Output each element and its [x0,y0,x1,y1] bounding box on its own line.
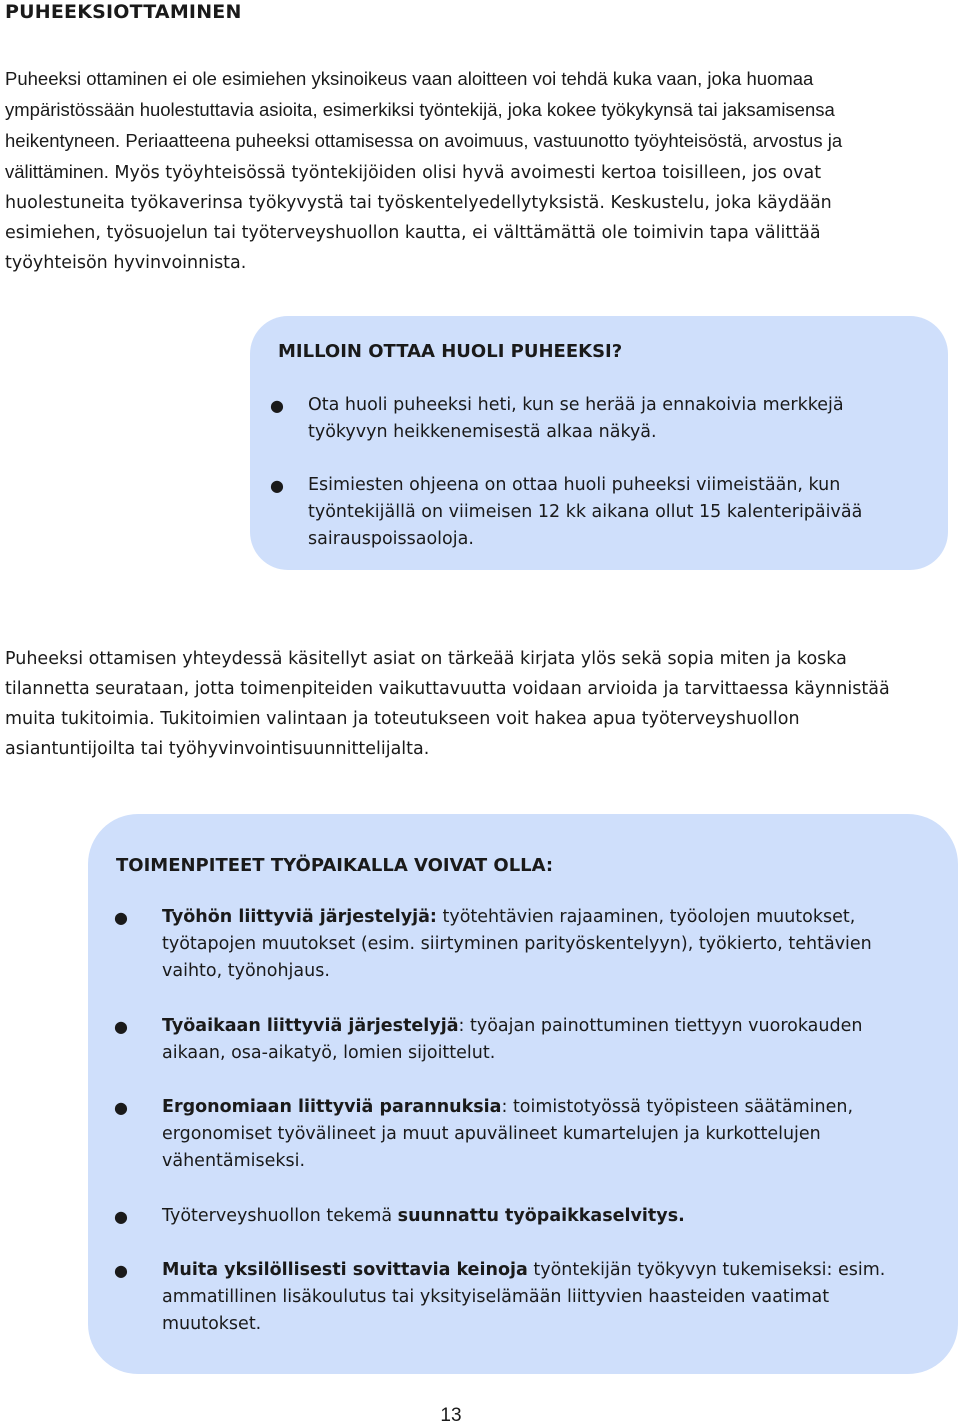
when-to-raise-concern-box [250,316,948,570]
box1-title: MILLOIN OTTAA HUOLI PUHEEKSI? [278,341,623,362]
box1-bullet-text: Esimiesten ohjeena on ottaa huoli puheeksi viimeistään, kun työntekijällä on viimeisen 12 kk aikana ollut 15 kalenteripäivää sairauspoissaoloja. [308,475,863,549]
measure-desc: työtehtävien rajaaminen, työolojen muutokset, työtapojen muutokset (esim. siirtyminen parityöskentelyyn), työkierto, tehtävien vaihto, työnohjaus. [162,907,872,981]
measure-desc: työntekijän työkyvyn tukemiseksi: esim. ammatillinen lisäkoulutus tai yksityiselämään liittyvien haasteiden vaatimat muutokset. [162,1260,886,1334]
bullet-dot-icon: ● [114,1017,128,1036]
intro-part-2: Myös työyhteisössä työntekijöiden olisi hyvä avoimesti kertoa toisilleen, jos ovat huolestuneita työkaverinsa työkyvystä tai työskentelyedellytyksistä. Keskustelu, joka käydään esimiehen, työsuojelun tai työterveyshuollon kautta, ei välttämättä ole toimivin tapa välittää työyhteisön hyvinvoinnista. [5,163,832,273]
measure-desc: : työajan painottuminen tiettyyn vuorokauden aikaan, osa-aikatyö, lomien sijoittelut. [162,1016,863,1063]
page-heading: PUHEEKSIOTTAMINEN [5,1,242,23]
measure-text [162,904,922,985]
measure-text [162,1257,922,1338]
intro-paragraph [5,64,905,278]
box1-bullet-text: Ota huoli puheeksi heti, kun se herää ja ennakoivia merkkejä työkyvyn heikkenemisestä alkaa näkyä. [308,395,844,442]
measure-bold: suunnattu työpaikkaselvitys. [397,1206,685,1226]
documentation-paragraph: Puheeksi ottamisen yhteydessä käsitellyt asiat on tärkeää kirjata ylös sekä sopia miten ja koska tilannetta seurataan, jotta toimenpiteiden vaikuttavuutta voidaan arvioida ja tarvittaessa käynnistää muita tukitoimia. Tukitoimien valintaan ja toteutukseen voit hakea apua työterveyshuollon asiantuntijoilta tai työhyvinvointisuunnittelijalta. [5,649,890,759]
bullet-dot-icon: ● [114,1261,128,1280]
intro-part-1: Puheeksi ottaminen ei ole esimiehen yksinoikeus vaan aloitteen voi tehdä kuka vaan, joka huomaa ympäristössään huolestuttavia asioita, esimerkiksi työntekijä, joka kokee työkykynsä tai jaksamisensa heikentyneen. Periaatteena puheeksi ottamisessa on avoimuus, vastuunotto työyhteisöstä, arvostus ja välittäminen. [5,68,843,182]
measure-bold: Työaikaan liittyviä järjestelyjä [162,1016,459,1036]
measure-bold: Työhön liittyviä järjestelyjä: [162,907,437,927]
bullet-dot-icon: ● [114,908,128,927]
measure-text [162,1203,922,1230]
page-number: 13 [440,1405,462,1426]
measure-pre: Työterveyshuollon tekemä [162,1206,398,1226]
measure-bold: Ergonomiaan liittyviä parannuksia [162,1097,502,1117]
box2-title: TOIMENPITEET TYÖPAIKALLA VOIVAT OLLA: [116,855,554,876]
bullet-dot-icon: ● [270,476,284,495]
workplace-measures-box [88,814,958,1374]
bullet-dot-icon: ● [114,1207,128,1226]
measure-bold: Muita yksilöllisesti sovittavia keinoja [162,1260,528,1280]
measure-text [162,1094,922,1175]
measure-desc: : toimistotyössä työpisteen säätäminen, ergonomiset työvälineet ja muut apuvälineet kumartelujen ja kurkottelujen vähentämiseksi. [162,1097,854,1171]
measure-text [162,1013,922,1067]
bullet-dot-icon: ● [270,396,284,415]
bullet-dot-icon: ● [114,1098,128,1117]
